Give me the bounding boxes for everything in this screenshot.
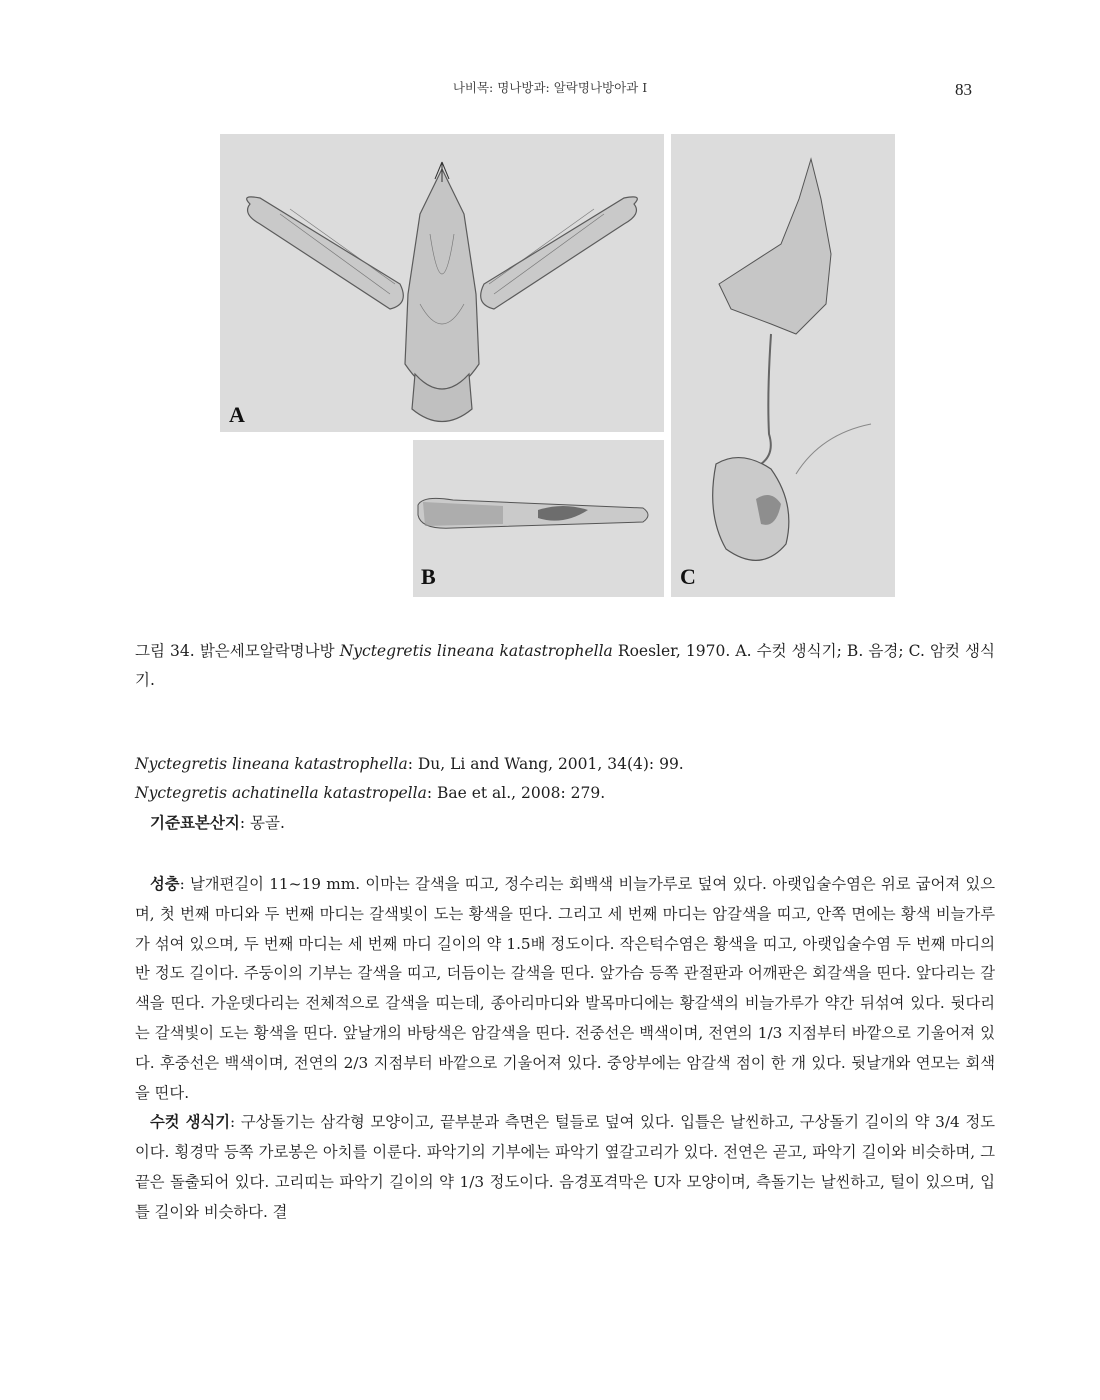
caption-prefix: 그림 34. 밝은세모알락명나방: [135, 642, 340, 660]
panel-label-b: B: [421, 564, 436, 589]
page-number: 83: [955, 80, 972, 99]
synonym-citation: : Du, Li and Wang, 2001, 34(4): 99.: [407, 755, 684, 773]
synonym-citation: : Bae et al., 2008: 279.: [426, 784, 606, 802]
adult-description: [135, 870, 995, 1108]
male-genitalia-text: : 구상돌기는 삼각형 모양이고, 끝부분과 측면은 털들로 덮여 있다. 입틀은 날씬하고, 구상돌기 길이의 약 3/4 정도이다. 횡경막 등쪽 가로봉은 아치를 이룬다. 파악기의 기부에는 파악기 옆갈고리가 있다. 전연은 곧고, 파악기 길이와 비슷하며, 그 끝은 돌출되어 있다. 고리띠는 파악기 길이의 약 1/3 정도이다. 음경포격막은 U자 모양이며, 측돌기는 날씬하고, 털이 있으며, 입틀 길이와 비슷하다. 결: [135, 1113, 995, 1221]
synonym-entry: [135, 750, 995, 779]
panel-label-a: A: [229, 402, 245, 427]
type-locality-value: : 몽골.: [239, 814, 285, 832]
running-title: 나비목: 명나방과: 알락명나방아과 I: [452, 80, 648, 95]
panel-label-c: C: [680, 564, 696, 589]
adult-label: 성충: [150, 875, 180, 893]
species-description: [135, 870, 995, 1228]
figure-panel-a-male-genitalia: [220, 134, 664, 432]
type-locality: [135, 808, 995, 838]
type-locality-label: 기준표본산지: [150, 813, 240, 832]
synonym-taxon: Nyctegretis achatinella katastropella: [135, 784, 427, 802]
synonymy-list: [135, 750, 995, 838]
female-genitalia-illustration: [671, 134, 895, 597]
male-genitalia-description: [135, 1108, 995, 1227]
aedeagus-illustration: [413, 440, 664, 597]
caption-rest: Roesler, 1970. A. 수컷 생식기; B. 음경; C. 암컷 생식기.: [135, 642, 996, 689]
adult-text: : 날개편길이 11~19 mm. 이마는 갈색을 띠고, 정수리는 회백색 비늘가루로 덮여 있다. 아랫입술수염은 위로 굽어져 있으며, 첫 번째 마디와 두 번째 마디는 갈색빛이 도는 황색을 띤다. 그리고 세 번째 마디는 암갈색을 띠고, 안쪽 면에는 황색 비늘가루가 섞여 있으며, 두 번째 마디는 세 번째 마디 길이의 약 1.5배 정도이다. 작은턱수염은 황색을 띠고, 아랫입술수염 두 번째 마디의 반 정도 길이다. 주둥이의 기부는 갈색을 띠고, 더듬이는 갈색을 띤다. 앞가슴 등쪽 관절판과 어깨판은 회갈색을 띤다. 앞다리는 갈색을 띤다. 가운뎃다리는 전체적으로 갈색을 띠는데, 종아리마디와 발목마디에는 황갈색의 비늘가루가 약간 뒤섞여 있다. 뒷다리는 갈색빛이 도는 황색을 띤다. 앞날개의 바탕색은 암갈색을 띤다. 전중선은 백색이며, 전연의 1/3 지점부터 바깥으로 기울어져 있다. 후중선은 백색이며, 전연의 2/3 지점부터 바깥으로 기울어져 있다. 중앙부에는 암갈색 점이 한 개 있다. 뒷날개와 연모는 회색을 띤다.: [135, 875, 995, 1102]
figure-panel-c-female-genitalia: [671, 134, 895, 597]
synonym-entry: [135, 779, 995, 808]
figure-panel-b-aedeagus: [413, 440, 664, 597]
figure-caption: [135, 637, 995, 695]
male-genitalia-illustration: [220, 134, 664, 432]
male-genitalia-label: 수컷 생식기: [150, 1113, 231, 1132]
synonym-taxon: Nyctegretis lineana katastrophella: [135, 755, 408, 773]
caption-taxon: Nyctegretis lineana katastrophella: [339, 642, 613, 660]
